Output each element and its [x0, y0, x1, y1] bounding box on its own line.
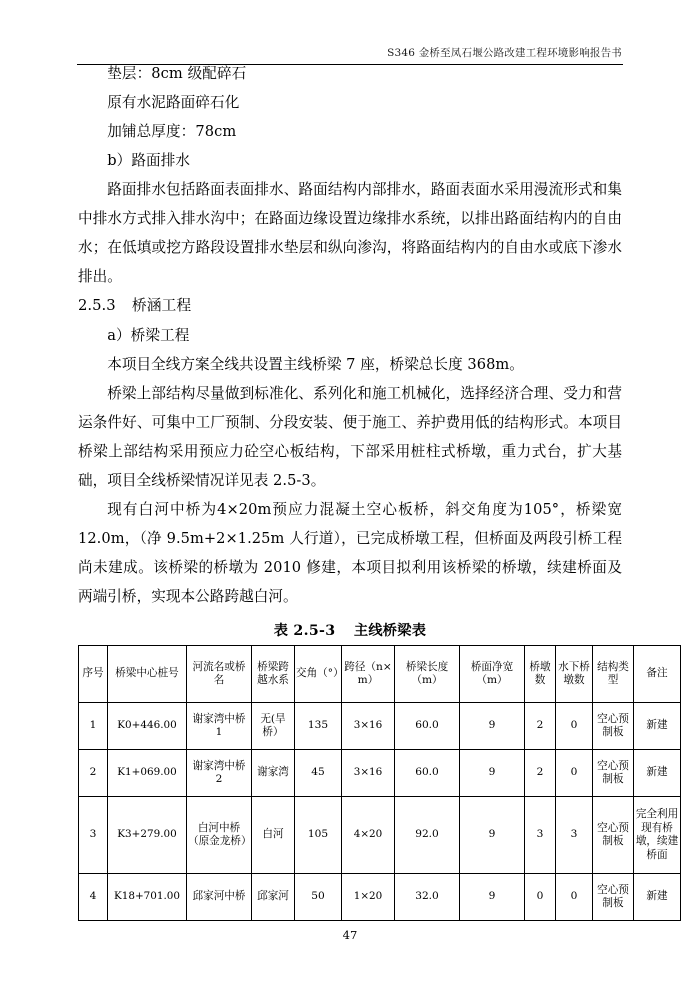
column-header-deck-width: 桥面净宽（m） — [460, 646, 525, 703]
cell-river-or-bridge: 谢家湾中桥 1 — [187, 703, 252, 750]
paragraph-baihe-bridge: 现有白河中桥为4×20m预应力混凝土空心板桥，斜交角度为105°，桥梁宽12.0m，（净 9.5m+2×1.25m 人行道），已完成桥墩工程，但桥面及两段引桥工程尚未建成。该桥梁的桥墩为 2010 修建，本项目拟利用该桥梁的桥墩，续建桥面及两端引桥，实现本公路跨越白河。 — [78, 501, 622, 605]
cell-stake: K1+069.00 — [108, 750, 187, 797]
cell-stake: K18+701.00 — [108, 874, 187, 921]
cell-angle: 135 — [295, 703, 342, 750]
cell-stake: K3+279.00 — [108, 797, 187, 874]
cell-span: 1×20 — [342, 874, 395, 921]
cell-deck-width: 9 — [460, 874, 525, 921]
cell-seq: 4 — [79, 874, 108, 921]
cell-seq: 3 — [79, 797, 108, 874]
cell-water-system: 无(旱桥） — [252, 703, 295, 750]
section-heading-number: 2.5.3 — [78, 297, 116, 314]
column-header-underwater-piers: 水下桥墩数 — [556, 646, 593, 703]
cell-seq: 2 — [79, 750, 108, 797]
table-caption — [78, 620, 622, 640]
column-header-remark: 备注 — [634, 646, 681, 703]
running-header-title: S346 金桥至凤石堰公路改建工程环境影响报告书 — [387, 47, 622, 59]
cell-angle: 50 — [295, 874, 342, 921]
column-header-water-system: 桥梁跨越水系 — [252, 646, 295, 703]
cell-deck-width: 9 — [460, 797, 525, 874]
column-header-span: 跨径（n×m） — [342, 646, 395, 703]
table-header-row — [79, 646, 681, 703]
cell-remark: 完全利用现有桥墩，续建桥面 — [634, 797, 681, 874]
paragraph-pavement-drainage: 路面排水包括路面表面排水、路面结构内部排水，路面表面水采用漫流形式和集中排水方式排入排水沟中；在路面边缘设置边缘排水系统，以排出路面结构内的自由水；在低填或挖方路段设置排水垫层和纵向渗沟，将路面结构内的自由水或底下渗水排出。 — [78, 181, 622, 285]
text-line-cushion-layer: 垫层：8cm 级配碎石 — [107, 65, 247, 82]
cell-angle: 45 — [295, 750, 342, 797]
document-body — [78, 45, 679, 921]
cell-deck-width: 9 — [460, 750, 525, 797]
column-header-length: 桥梁长度（m） — [395, 646, 460, 703]
page-footer — [0, 928, 700, 942]
page-number: 47 — [342, 928, 358, 942]
table-row — [79, 703, 681, 750]
cell-water-system: 邱家河 — [252, 874, 295, 921]
cell-river-or-bridge: 邱家河中桥 — [187, 874, 252, 921]
cell-underwater-piers: 0 — [556, 703, 593, 750]
text-line-existing-pavement: 原有水泥路面碎石化 — [107, 94, 240, 111]
cell-remark: 新建 — [634, 874, 681, 921]
cell-stake: K0+446.00 — [108, 703, 187, 750]
subsection-heading-a: a）桥梁工程 — [107, 327, 190, 344]
column-header-structure: 结构类型 — [593, 646, 634, 703]
section-heading-title: 桥涵工程 — [131, 297, 192, 314]
table-row — [79, 797, 681, 874]
cell-remark: 新建 — [634, 750, 681, 797]
main-line-bridge-table — [78, 645, 681, 921]
cell-seq: 1 — [79, 703, 108, 750]
column-header-river-or-bridge: 河流名或桥名 — [187, 646, 252, 703]
cell-structure: 空心预制板 — [593, 750, 634, 797]
cell-structure: 空心预制板 — [593, 703, 634, 750]
cell-river-or-bridge: 白河中桥（原金龙桥） — [187, 797, 252, 874]
cell-length: 92.0 — [395, 797, 460, 874]
cell-structure: 空心预制板 — [593, 797, 634, 874]
cell-angle: 105 — [295, 797, 342, 874]
paragraph-superstructure: 桥梁上部结构尽量做到标准化、系列化和施工机械化，选择经济合理、受力和营运条件好、可集中工厂预制、分段安装、便于施工、养护费用低的结构形式。本项目桥梁上部结构采用预应力砼空心板结构，下部采用桩柱式桥墩，重力式台，扩大基础，项目全线桥梁情况详见表 2.5-3。 — [78, 385, 622, 489]
cell-water-system: 谢家湾 — [252, 750, 295, 797]
text-line-subsection-b: b）路面排水 — [107, 152, 191, 169]
cell-length: 60.0 — [395, 750, 460, 797]
cell-structure: 空心预制板 — [593, 874, 634, 921]
cell-piers: 3 — [525, 797, 556, 874]
cell-water-system: 白河 — [252, 797, 295, 874]
column-header-stake: 桥梁中心桩号 — [108, 646, 187, 703]
section-heading-2-5-3 — [78, 291, 622, 321]
cell-river-or-bridge: 谢家湾中桥 2 — [187, 750, 252, 797]
table-row — [79, 750, 681, 797]
cell-remark: 新建 — [634, 703, 681, 750]
cell-underwater-piers: 0 — [556, 750, 593, 797]
paragraph-bridge-count: 本项目全线方案全线共设置主线桥梁 7 座，桥梁总长度 368m。 — [107, 356, 524, 373]
table-caption-title: 主线桥梁表 — [353, 623, 427, 639]
cell-length: 32.0 — [395, 874, 460, 921]
cell-piers: 2 — [525, 703, 556, 750]
cell-span: 3×16 — [342, 750, 395, 797]
cell-span: 4×20 — [342, 797, 395, 874]
cell-deck-width: 9 — [460, 703, 525, 750]
column-header-piers: 桥墩数 — [525, 646, 556, 703]
text-line-total-thickness: 加铺总厚度：78cm — [107, 123, 237, 140]
table-row — [79, 874, 681, 921]
cell-piers: 2 — [525, 750, 556, 797]
cell-length: 60.0 — [395, 703, 460, 750]
running-header — [78, 0, 622, 59]
cell-span: 3×16 — [342, 703, 395, 750]
column-header-seq: 序号 — [79, 646, 108, 703]
cell-underwater-piers: 0 — [556, 874, 593, 921]
cell-piers: 0 — [525, 874, 556, 921]
table-caption-number: 表 2.5-3 — [273, 623, 336, 639]
cell-underwater-piers: 3 — [556, 797, 593, 874]
column-header-angle: 交角（°） — [295, 646, 342, 703]
